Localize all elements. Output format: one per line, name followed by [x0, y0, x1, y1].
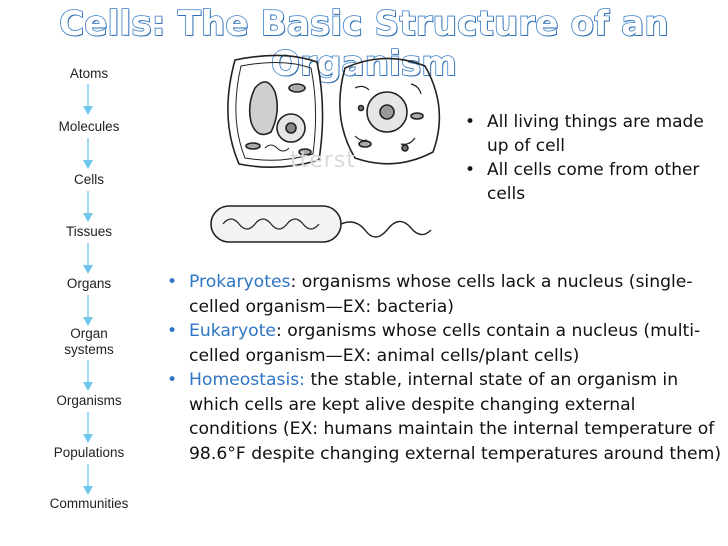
term-eukaryote: Eukaryote — [189, 321, 277, 341]
down-arrow-icon — [81, 464, 95, 496]
hierarchy-level-tissues: Tissues — [65, 224, 112, 239]
down-arrow-icon — [81, 412, 95, 444]
definition-text: : organisms whose cells contain a nucleus (multi-celled organism—EX: animal cells/plant cells) — [189, 321, 701, 366]
cell-theory-bullets — [461, 110, 716, 206]
definition-text: the stable, internal state of an organism in which cells are kept alive despite changing external conditions (EX: humans maintain the internal temperature of 98.6°F despite changing external temperatures around them) — [189, 370, 722, 464]
watermark: tterst — [290, 148, 356, 173]
bullet-dot-icon: • — [465, 160, 476, 180]
slide-title: Cells: The Basic Structure of an Organism — [59, 4, 669, 84]
bullet-dot-icon: • — [167, 370, 178, 390]
bullet-item — [461, 110, 716, 158]
down-arrow-icon — [81, 243, 95, 275]
definition-text: : organisms whose cells lack a nucleus (single-celled organism—EX: bacteria) — [189, 272, 693, 317]
bullet-dot-icon: • — [167, 272, 178, 292]
term-homeostasis: Homeostasis: — [189, 370, 305, 390]
down-arrow-icon — [81, 360, 95, 392]
bullet-dot-icon: • — [465, 112, 476, 132]
bullet-item — [461, 158, 716, 206]
definition-prokaryotes — [163, 270, 723, 319]
bullet-text: All living things are made up of cell — [487, 112, 704, 156]
definitions-list — [163, 270, 723, 466]
bullet-text: All cells come from other cells — [487, 160, 700, 204]
hierarchy-level-organ-systems: Organ systems — [64, 326, 114, 357]
bullet-dot-icon: • — [167, 321, 178, 341]
down-arrow-icon — [81, 295, 95, 327]
definition-eukaryote — [163, 319, 723, 368]
hierarchy-level-organs: Organs — [66, 276, 112, 291]
hierarchy-level-molecules: Molecules — [58, 119, 120, 134]
hierarchy-level-cells: Cells — [73, 172, 104, 187]
hierarchy-level-atoms: Atoms — [69, 66, 109, 81]
down-arrow-icon — [81, 138, 95, 170]
hierarchy-level-organisms: Organisms — [56, 393, 122, 408]
hierarchy-level-communities: Communities — [49, 496, 129, 511]
down-arrow-icon — [81, 191, 95, 223]
bacterium-illustration — [211, 206, 431, 242]
hierarchy-level-populations: Populations — [53, 445, 125, 460]
definition-homeostasis — [163, 368, 723, 466]
term-prokaryotes: Prokaryotes — [189, 272, 291, 292]
down-arrow-icon — [81, 84, 95, 116]
